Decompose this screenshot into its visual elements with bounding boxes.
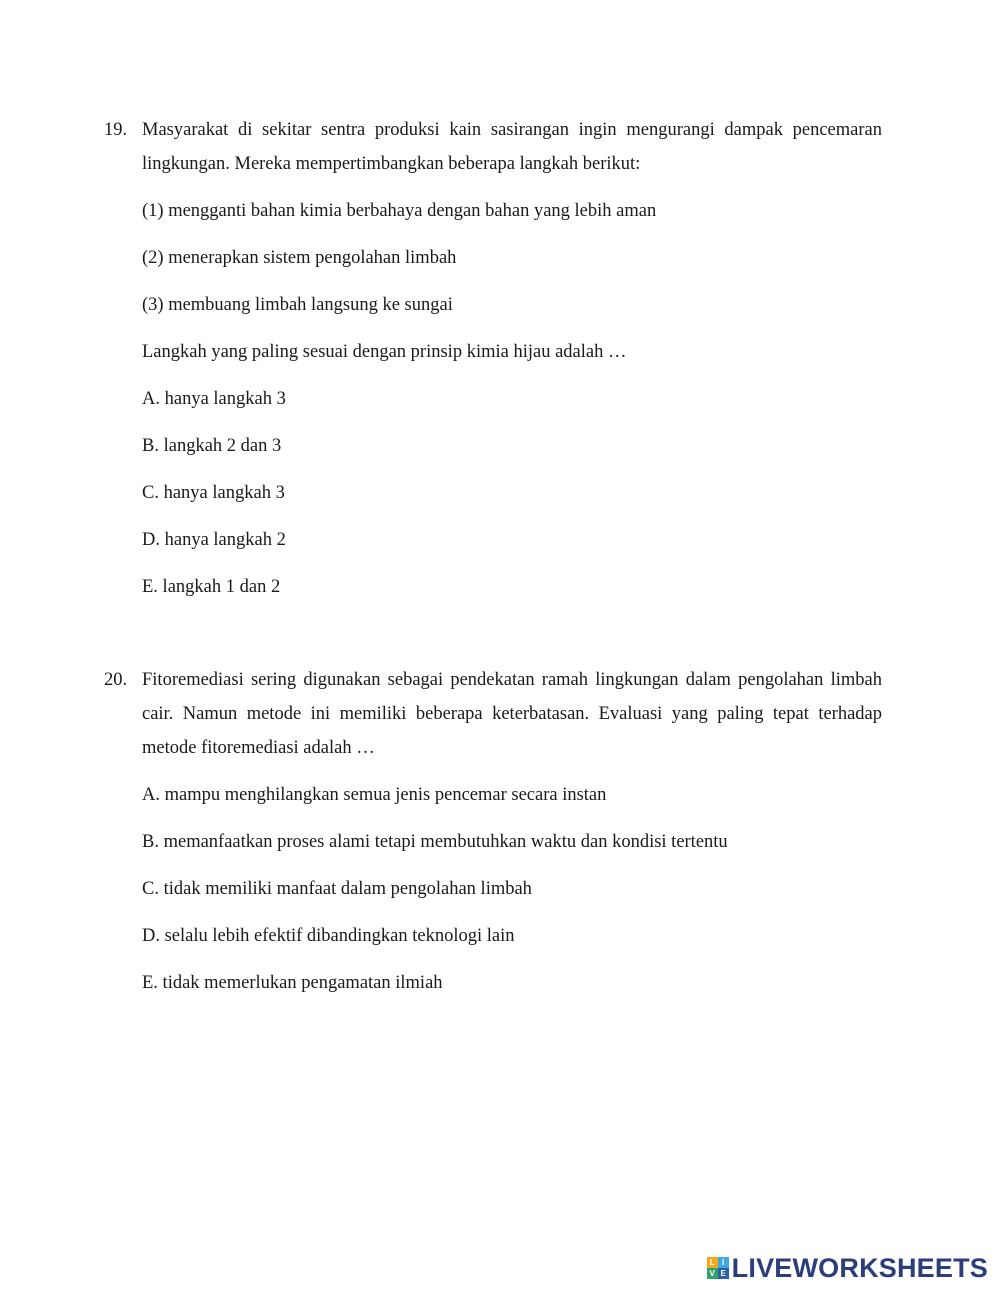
logo-mark-letter: L (707, 1257, 718, 1268)
answer-option-b[interactable]: B. memanfaatkan proses alami tetapi membutuhkan waktu dan kondisi tertentu (142, 832, 728, 852)
step-item: (3) membuang limbah langsung ke sungai (142, 295, 453, 315)
question-number: 19. (104, 120, 128, 140)
answer-option-e[interactable]: E. langkah 1 dan 2 (142, 577, 281, 597)
liveworksheets-logo-icon (707, 1257, 729, 1279)
answer-option-b[interactable]: B. langkah 2 dan 3 (142, 436, 282, 456)
answer-option-a[interactable]: A. hanya langkah 3 (142, 389, 286, 409)
answer-option-c[interactable]: C. tidak memiliki manfaat dalam pengolahan limbah (142, 879, 532, 899)
question-prompt: Langkah yang paling sesuai dengan prinsip kimia hijau adalah … (142, 342, 627, 362)
question-19-stem-block (104, 113, 882, 181)
answer-option-a[interactable]: A. mampu menghilangkan semua jenis pencemar secara instan (142, 785, 607, 805)
step-item: (1) mengganti bahan kimia berbahaya dengan bahan yang lebih aman (142, 201, 657, 221)
question-number: 20. (104, 670, 128, 690)
answer-option-d[interactable]: D. hanya langkah 2 (142, 530, 286, 550)
logo-mark-letter: E (718, 1268, 729, 1279)
question-stem: Fitoremediasi sering digunakan sebagai pendekatan ramah lingkungan dalam pengolahan limbah cair. Namun metode ini memiliki beberapa keterbatasan. Evaluasi yang paling tepat terhadap metode fitoremediasi adalah … (142, 670, 882, 758)
logo-mark-letter: V (707, 1268, 718, 1279)
logo-mark-letter: I (718, 1257, 729, 1268)
answer-option-d[interactable]: D. selalu lebih efektif dibandingkan teknologi lain (142, 926, 515, 946)
question-20 (104, 663, 882, 1000)
logo-text: LIVEWORKSHEETS (731, 1252, 988, 1283)
question-19 (104, 113, 882, 604)
answer-option-c[interactable]: C. hanya langkah 3 (142, 483, 285, 503)
question-stem: Masyarakat di sekitar sentra produksi kain sasirangan ingin mengurangi dampak pencemaran lingkungan. Mereka mempertimbangkan beberapa langkah berikut: (142, 120, 882, 174)
answer-option-e[interactable]: E. tidak memerlukan pengamatan ilmiah (142, 973, 443, 993)
liveworksheets-logo (707, 1252, 988, 1284)
question-20-stem-block (104, 663, 882, 765)
step-item: (2) menerapkan sistem pengolahan limbah (142, 248, 457, 268)
